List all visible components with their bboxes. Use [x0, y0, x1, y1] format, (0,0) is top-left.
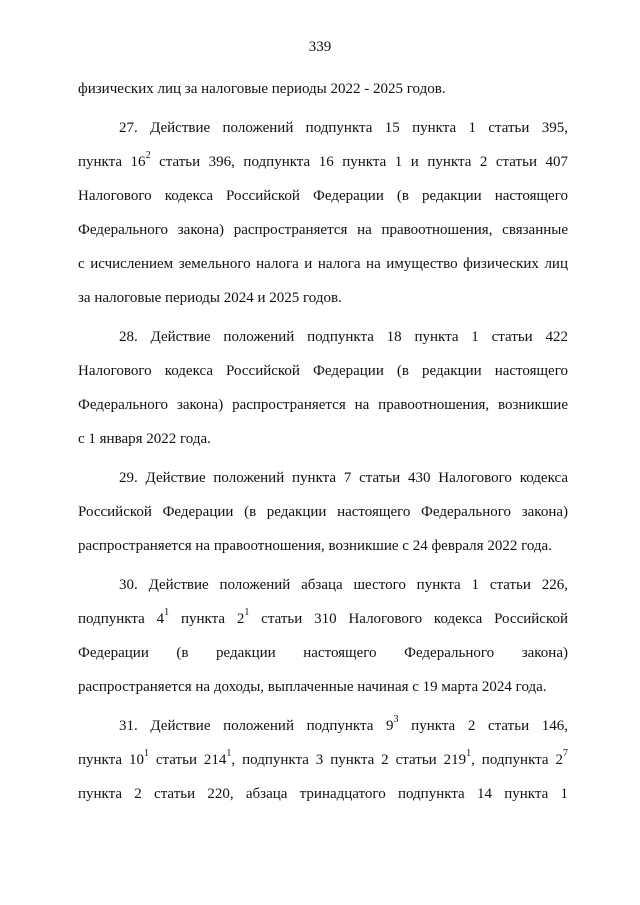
paragraph-31	[78, 709, 568, 811]
paragraph-28	[78, 320, 568, 456]
text-line: 30. Действие положений абзаца шестого пункта 1 статьи 226,	[119, 577, 568, 593]
text-line: Налогового кодекса Российской Федерации (в редакции настоящего	[78, 188, 568, 204]
text-line: пункта $10^1$ статьи $214^1$, подпункта 3 пункта 2 статьи $219^1$, подпункта $2^7$	[78, 748, 568, 768]
text-line: Федерации (в редакции настоящего Федерального закона)	[78, 645, 568, 661]
text-line: Налогового кодекса Российской Федерации (в редакции настоящего	[78, 363, 568, 379]
paragraph-27	[78, 111, 568, 315]
text-line: 27. Действие положений подпункта 15 пункта 1 статьи 395,	[119, 120, 568, 136]
text-line: физических лиц за налоговые периоды 2022 - 2025 годов.	[78, 81, 446, 97]
text-line: Федерального закона) распространяется на правоотношения, возникшие	[78, 397, 568, 413]
document-body	[78, 72, 568, 811]
text-line: с исчислением земельного налога и налога на имущество физических лиц	[78, 256, 568, 272]
text-line: распространяется на правоотношения, возникшие с 24 февраля 2022 года.	[78, 538, 552, 554]
text-line: за налоговые периоды 2024 и 2025 годов.	[78, 290, 342, 306]
text-line: Федерального закона) распространяется на правоотношения, связанные	[78, 222, 568, 238]
page-number: 339	[308, 39, 332, 55]
paragraph-continuation	[78, 72, 568, 106]
text-line: 28. Действие положений подпункта 18 пункта 1 статьи 422	[119, 329, 568, 345]
text-line: пункта $16^2$ статьи 396, подпункта 16 пункта 1 и пункта 2 статьи 407	[78, 150, 568, 170]
paragraph-30	[78, 568, 568, 704]
text-line: подпункта $4^1$ пункта $2^1$ статьи 310 Налогового кодекса Российской	[78, 607, 568, 627]
text-line: распространяется на доходы, выплаченные начиная с 19 марта 2024 года.	[78, 679, 547, 695]
text-line: с 1 января 2022 года.	[78, 431, 211, 447]
text-line: 29. Действие положений пункта 7 статьи 430 Налогового кодекса	[119, 470, 568, 486]
text-line: пункта 2 статьи 220, абзаца тринадцатого подпункта 14 пункта 1	[78, 786, 568, 802]
paragraph-29	[78, 461, 568, 563]
text-line: 31. Действие положений подпункта $9^3$ пункта 2 статьи 146,	[119, 714, 568, 734]
text-line: Российской Федерации (в редакции настоящего Федерального закона)	[78, 504, 568, 520]
